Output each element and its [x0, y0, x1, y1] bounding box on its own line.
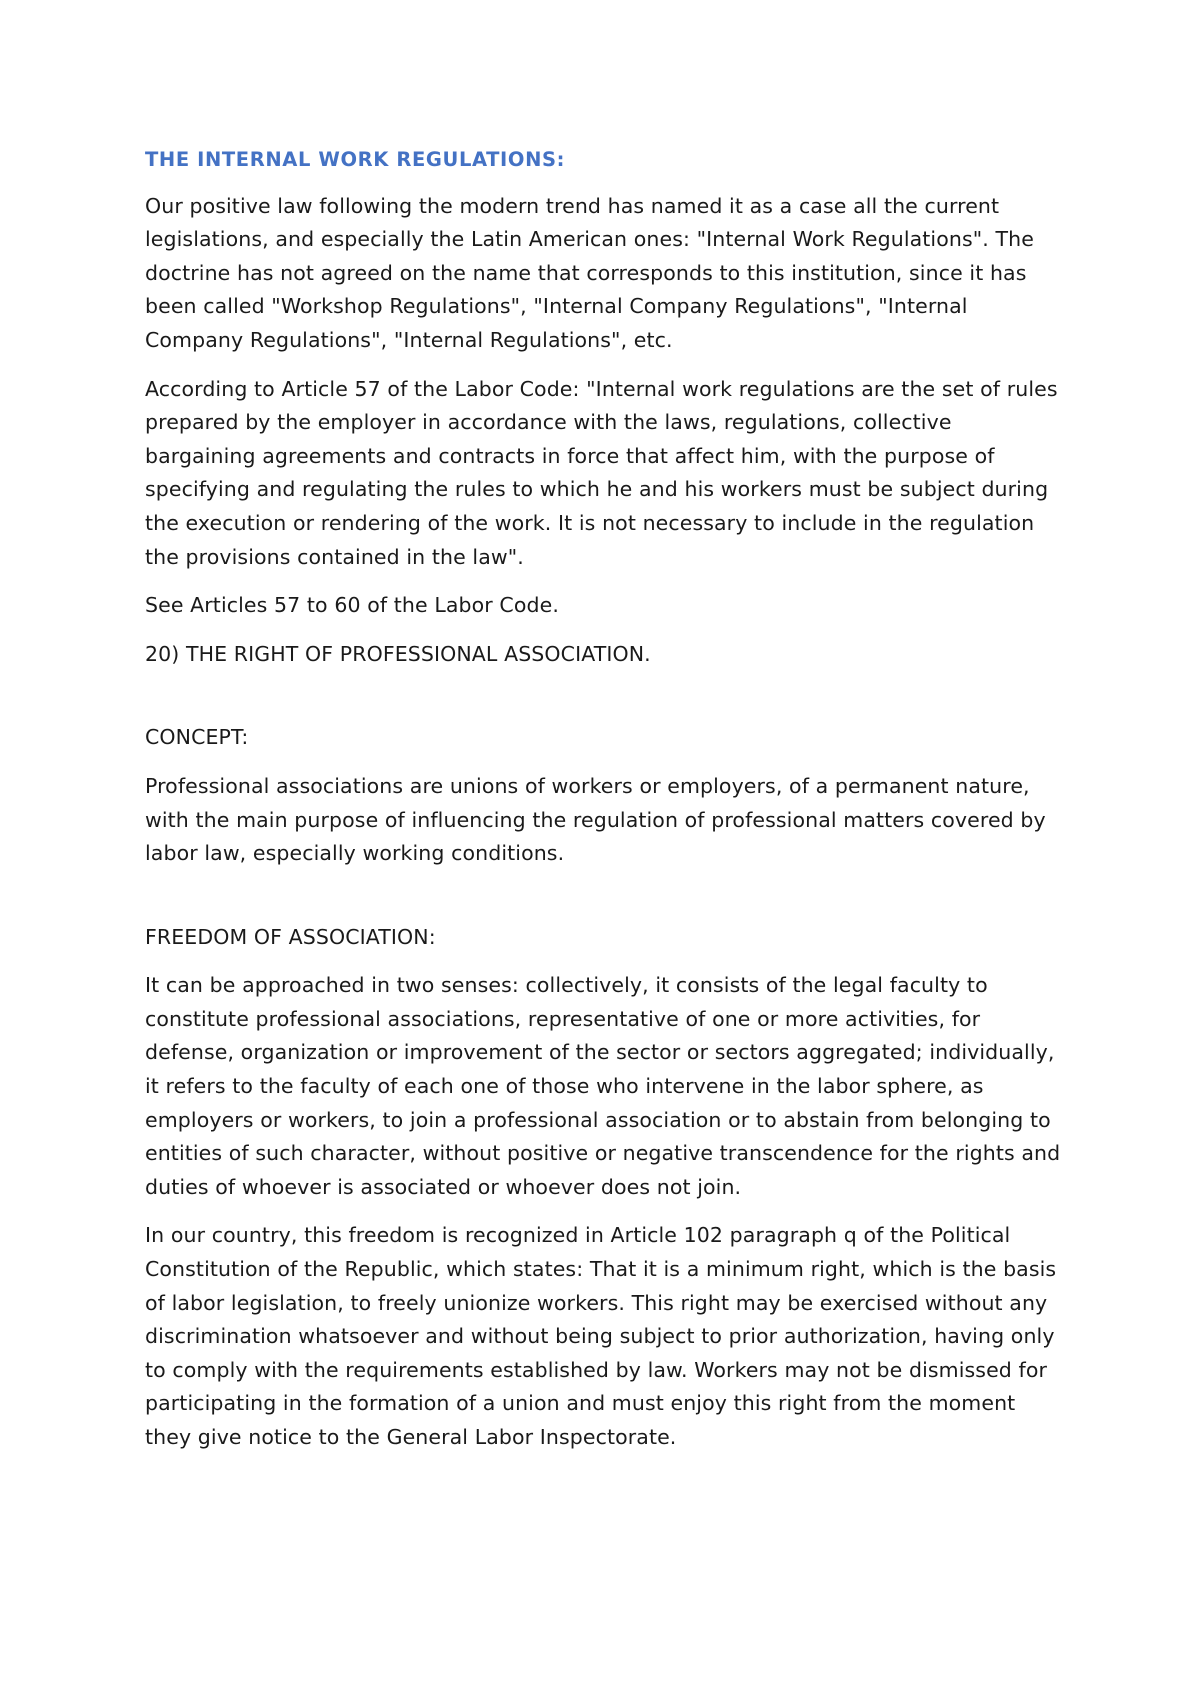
paragraph-our-country: In our country, this freedom is recognized in Article 102 paragraph q of the Political Constitution of the Republic, which states: That it is a minimum right, which is the basis of labor legislation, to freely unionize workers. This right may be exercised without any discrimination whatsoever and without being subject to prior authorization, having only to comply with the requirements established by law. Workers may not be dismissed for participating in the formation of a union and must enjoy this right from the moment they give notice to the General Labor Inspectorate.	[145, 1223, 1057, 1449]
blank-line	[145, 686, 1065, 721]
paragraph-professional-associations: Professional associations are unions of workers or employers, of a permanent nature, with the main purpose of influencing the regulation of professional matters covered by labor law, especially working conditions.	[145, 773, 1046, 866]
paragraph-see-articles: See Articles 57 to 60 of the Labor Code.	[145, 593, 559, 618]
paragraph-article-57: According to Article 57 of the Labor Code: "Internal work regulations are the set of rules prepared by the employer in accordance with the laws, regulations, collective bargaining agreements and contracts in force that affect him, with the purpose of specifying and regulating the rules to which he and his workers must be subject during the execution or rendering of the work. It is not necessary to include in the regulation the provisions contained in the law".	[145, 376, 1058, 569]
heading-internal-work-regulations: THE INTERNAL WORK REGULATIONS:	[145, 148, 566, 171]
label-freedom-of-association: FREEDOM OF ASSOCIATION:	[145, 924, 436, 949]
section-title-professional-association: 20) THE RIGHT OF PROFESSIONAL ASSOCIATION.	[145, 641, 651, 666]
label-concept: CONCEPT:	[145, 725, 249, 750]
paragraph-positive-law: Our positive law following the modern trend has named it as a case all the current legislations, and especially the Latin American ones: "Internal Work Regulations". The doctrine has not agreed on the name that corresponds to this institution, since it has been called "Workshop Regulations", "Internal Company Regulations", "Internal Company Regulations", "Internal Regulations", etc.	[145, 193, 1034, 352]
blank-line	[145, 886, 1065, 921]
paragraph-two-senses: It can be approached in two senses: collectively, it consists of the legal faculty to constitute professional associations, representative of one or more activities, for defense, organization or improvement of the sector or sectors aggregated; individually, it refers to the faculty of each one of those who intervene in the labor sphere, as employers or workers, to join a professional association or to abstain from belonging to entities of such character, without positive or negative transcendence for the rights and duties of whoever is associated or whoever does not join.	[145, 973, 1061, 1199]
document-body	[145, 143, 1065, 1470]
